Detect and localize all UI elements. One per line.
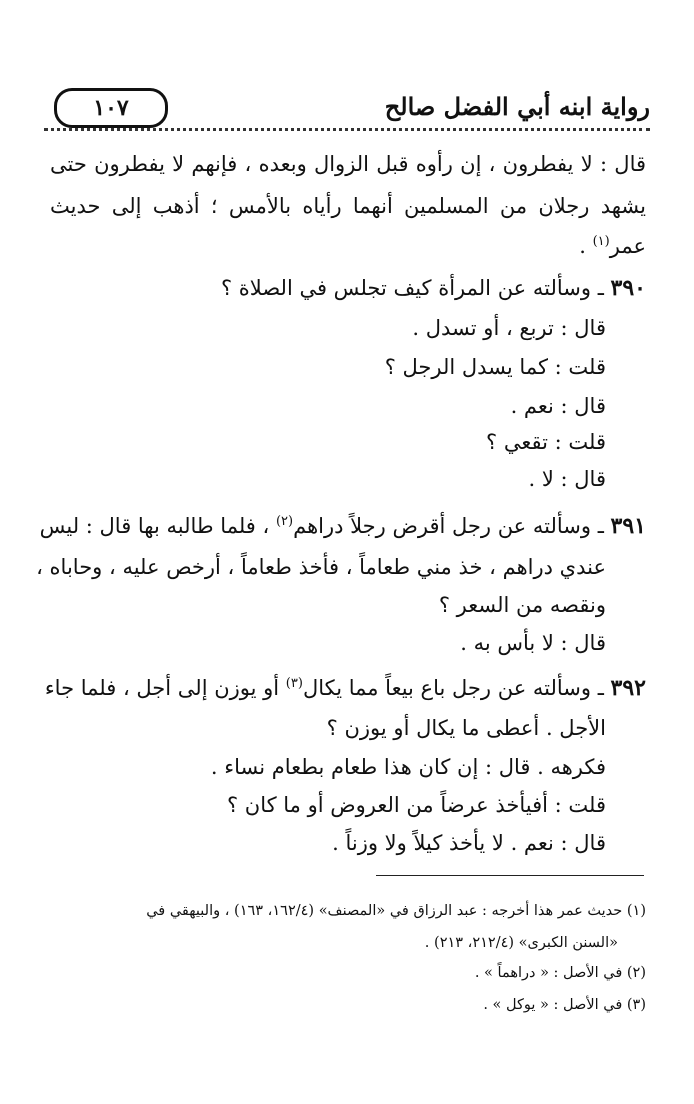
footnote-ref: (١)	[592, 234, 610, 249]
answer-line: قال : لا بأس به .	[460, 631, 606, 655]
question-number: ٣٩٠	[610, 275, 646, 301]
question-390	[50, 274, 646, 302]
text-fragment: وسألته عن رجل باع بيعاً مما يكال	[302, 676, 592, 700]
dash: ـ	[591, 276, 611, 300]
footnote-ref: (٢)	[275, 514, 294, 529]
page-number: ١٠٧	[54, 88, 168, 128]
text-fragment: أو يوزن إلى أجل ، فلما جاء	[44, 676, 286, 700]
text-line: قال : لا يفطرون ، إن رأوه قبل الزوال وبعده ، فإنهم لا يفطرون حتى	[50, 152, 646, 176]
answer-line: قال : تربع ، أو تسدل .	[412, 316, 606, 340]
text-line: يشهد رجلان من المسلمين أنهما رأياه بالأمس ؛ أذهب إلى حديث	[50, 194, 646, 218]
question-text: وسألته عن المرأة كيف تجلس في الصلاة ؟	[220, 276, 592, 300]
answer-line: قلت : كما يسدل الرجل ؟	[384, 355, 606, 379]
answer-line: قال : نعم .	[510, 394, 606, 418]
text-fragment: ، فلما طالبه بها قال : ليس	[39, 514, 276, 538]
footnote-1: (١) حديث عمر هذا أخرجه : عبد الرزاق في «المصنف» (١٦٢/٤، ١٦٣) ، والبيهقي في	[146, 903, 646, 919]
footnote-2: (٢) في الأصل : « دراهماً » .	[474, 965, 646, 981]
dash: ـ	[591, 676, 611, 700]
text-line: قلت : أفيأخذ عرضاً من العروض أو ما كان ؟	[226, 793, 606, 817]
question-number: ٣٩١	[610, 513, 646, 539]
text-line: عندي دراهم ، خذ مني طعاماً ، فأخذ طعاماً ، أرخص عليه ، وحاباه ،	[36, 555, 606, 579]
answer-line: قال : لا .	[528, 467, 606, 491]
header-divider	[44, 128, 650, 131]
answer-line: قال : نعم . لا يأخذ كيلاً ولا وزناً .	[332, 831, 606, 855]
running-title: رواية ابنه أبي الفضل صالح	[384, 92, 650, 121]
text-line	[50, 232, 646, 260]
question-391	[39, 512, 646, 540]
footnote-1-continued: «السنن الكبرى» (٢١٢/٤، ٢١٣) .	[424, 935, 618, 951]
text-fragment: .	[579, 234, 593, 258]
answer-line: قلت : تقعي ؟	[486, 430, 606, 454]
question-392	[44, 674, 646, 702]
dash: ـ	[591, 514, 611, 538]
text-fragment: عمر	[609, 234, 646, 258]
question-number: ٣٩٢	[610, 675, 646, 701]
page-header	[44, 88, 650, 134]
text-line: فكرهه . قال : إن كان هذا طعام بطعام نساء .	[210, 755, 606, 779]
text-line: الأجل . أعطى ما يكال أو يوزن ؟	[326, 716, 606, 740]
text-fragment: وسألته عن رجل أقرض رجلاً دراهم	[293, 514, 592, 538]
footnote-3: (٣) في الأصل : « يوكل » .	[483, 997, 646, 1013]
text-line: ونقصه من السعر ؟	[438, 593, 606, 617]
footnote-ref: (٣)	[285, 676, 303, 691]
footnote-divider	[376, 875, 644, 876]
